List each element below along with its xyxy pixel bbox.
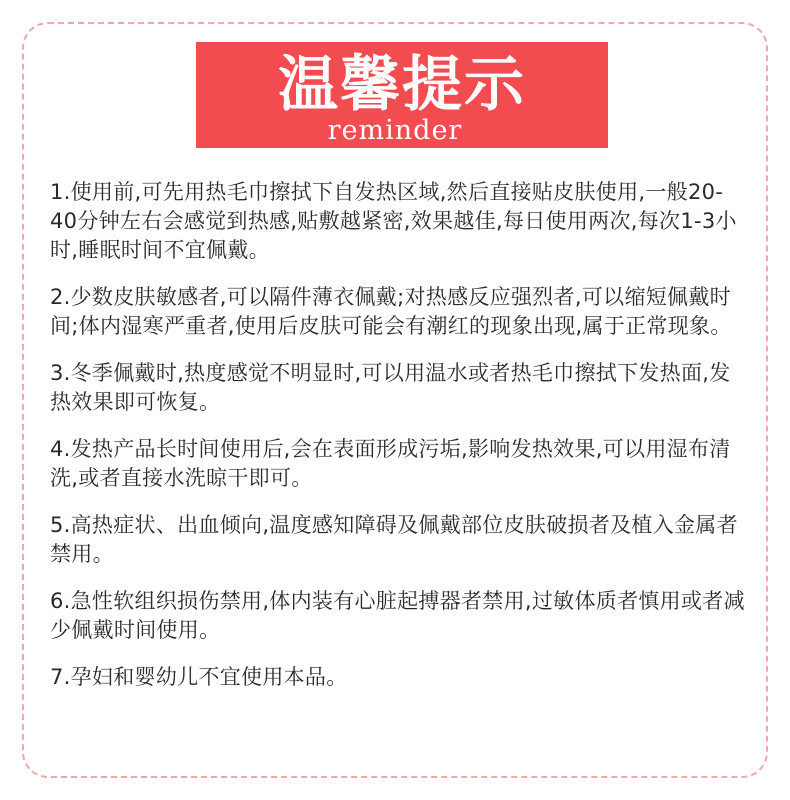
note-item: 1.使用前,可先用热毛巾擦拭下自发热区域,然后直接贴皮肤使用,一般20-40分钟左右会感觉到热感,贴敷越紧密,效果越佳,每日使用两次,每次1-3小时,睡眠时间不宜佩戴。 bbox=[50, 180, 737, 262]
note-item: 7.孕妇和婴幼儿不宜使用本品。 bbox=[50, 665, 348, 689]
note-item: 4.发热产品长时间使用后,会在表面形成污垢,影响发热效果,可以用湿布清洗,或者直接水洗晾干即可。 bbox=[50, 437, 731, 490]
banner-subtitle-wrap bbox=[318, 114, 472, 148]
note-item: 3.冬季佩戴时,热度感觉不明显时,可以用温水或者热毛巾擦拭下发热面,发热效果即可恢复。 bbox=[50, 361, 731, 414]
note-item: 2.少数皮肤敏感者,可以隔件薄衣佩戴;对热感反应强烈者,可以缩短佩戴时间;体内湿寒严重者,使用后皮肤可能会有潮红的现象出现,属于正常现象。 bbox=[50, 285, 732, 338]
banner-subtitle: reminder bbox=[327, 115, 463, 146]
banner-title: 温馨提示 bbox=[278, 50, 526, 120]
note-item: 5.高热症状、出血倾向,温度感知障碍及佩戴部位皮肤破损者及植入金属者禁用。 bbox=[50, 513, 738, 566]
notes-list bbox=[50, 178, 750, 710]
note-item: 6.急性软组织损伤禁用,体内装有心脏起搏器者禁用,过敏体质者慎用或者减少佩戴时间使用。 bbox=[50, 589, 745, 642]
